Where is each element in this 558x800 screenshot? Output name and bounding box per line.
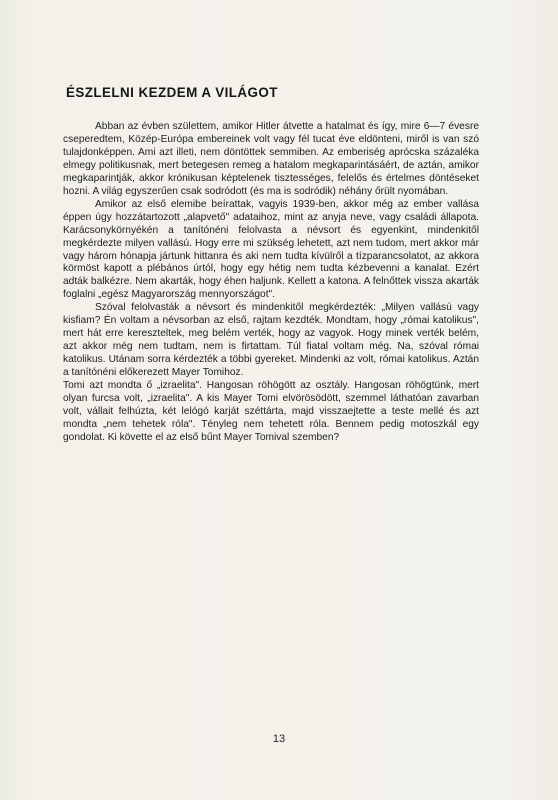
page-number: 13 (272, 733, 286, 745)
chapter-body (63, 121, 479, 445)
paragraph-2: Amikor az első elemibe beírattak, vagyis 1939-ben, akkor még az ember vallása éppen úgy hozzátartozott „alapvető" adataihoz, mint az anyja neve, vagy családi állapota. Karácsonykörnyékén a tanítónéni felolvasta a névsort és egyenkint, mindenkitől megkérdezte milyen vallású. Hogy erre mi szükség lehetett, azt nem tudom, mert akkor már vagy három hónapja jártunk hittanra és aki nem tudta kívülről a tízparancsolatot, az akkora körmöst kapott a plébános úrtól, hogy egy hétig nem tudta kézbevenni a kanalat. Ezért adták balkézre. Nem akarták, hogy éhen haljunk. Kellett a katona. A felnőttek vissza akarták foglalni „egész Magyarország mennyországot". (63, 198, 479, 301)
paragraph-1: Abban az évben születtem, amikor Hitler átvette a hatalmat és így, mire 6—7 évesre cseperedtem, Közép-Európa embereinek volt vagy fél tucat éve eldönteni, miről is van szó tulajdonképpen. Ami azt illeti, nem döntöttek semmiben. Az emberiség aprócska százaléka elmegy politikusnak, mert betegesen remeg a hatalom megkaparintásáért, de aztán, amikor megkaparintják, akkor krónikusan képtelenek tisztességes, felelős és értelmes döntéseket hozni. A világ egyszerűen csak sodródott (és ma is sodródik) néhány őrült nyomában. (63, 121, 479, 197)
paragraph-3: Szóval felolvasták a névsort és mindenkitől megkérdezték: „Milyen vallású vagy kisfiam? Én voltam a névsorban az első, rajtam kezdték. Mondtam, hogy „római katolikus", mert hát erre kereszteltek, meg belém verték, hogy az vagyok. Hogy minek verték belém, azt akkor még nem tudtam, nem is firtattam. Túl fiatal voltam még. Na, szóval római katolikus. Utánam sorra kérdezték a többi gyereket. Mindenki az volt, római katolikus. Aztán a tanítónéni előkerezett Mayer Tomihoz. (63, 302, 479, 379)
chapter-title: ÉSZLELNI KEZDEM A VILÁGOT (66, 85, 278, 100)
paragraph-4: Tomi azt mondta ő „izraelita". Hangosan röhögött az osztály. Hangosan röhögtünk, mert olyan furcsa volt, „izraelita". A kis Mayer Tomi elvörösödött, szemmel láthatóan zavarban volt, vállait felhúzta, két lelógó karját széttárta, majd visszaejtette a teste mellé és azt mondta „nem tehetek róla". Tényleg nem tehetett róla. Bennem pedig motoszkál egy gondolat. Ki követte el az első bűnt Mayer Tomival szemben? (63, 380, 479, 443)
